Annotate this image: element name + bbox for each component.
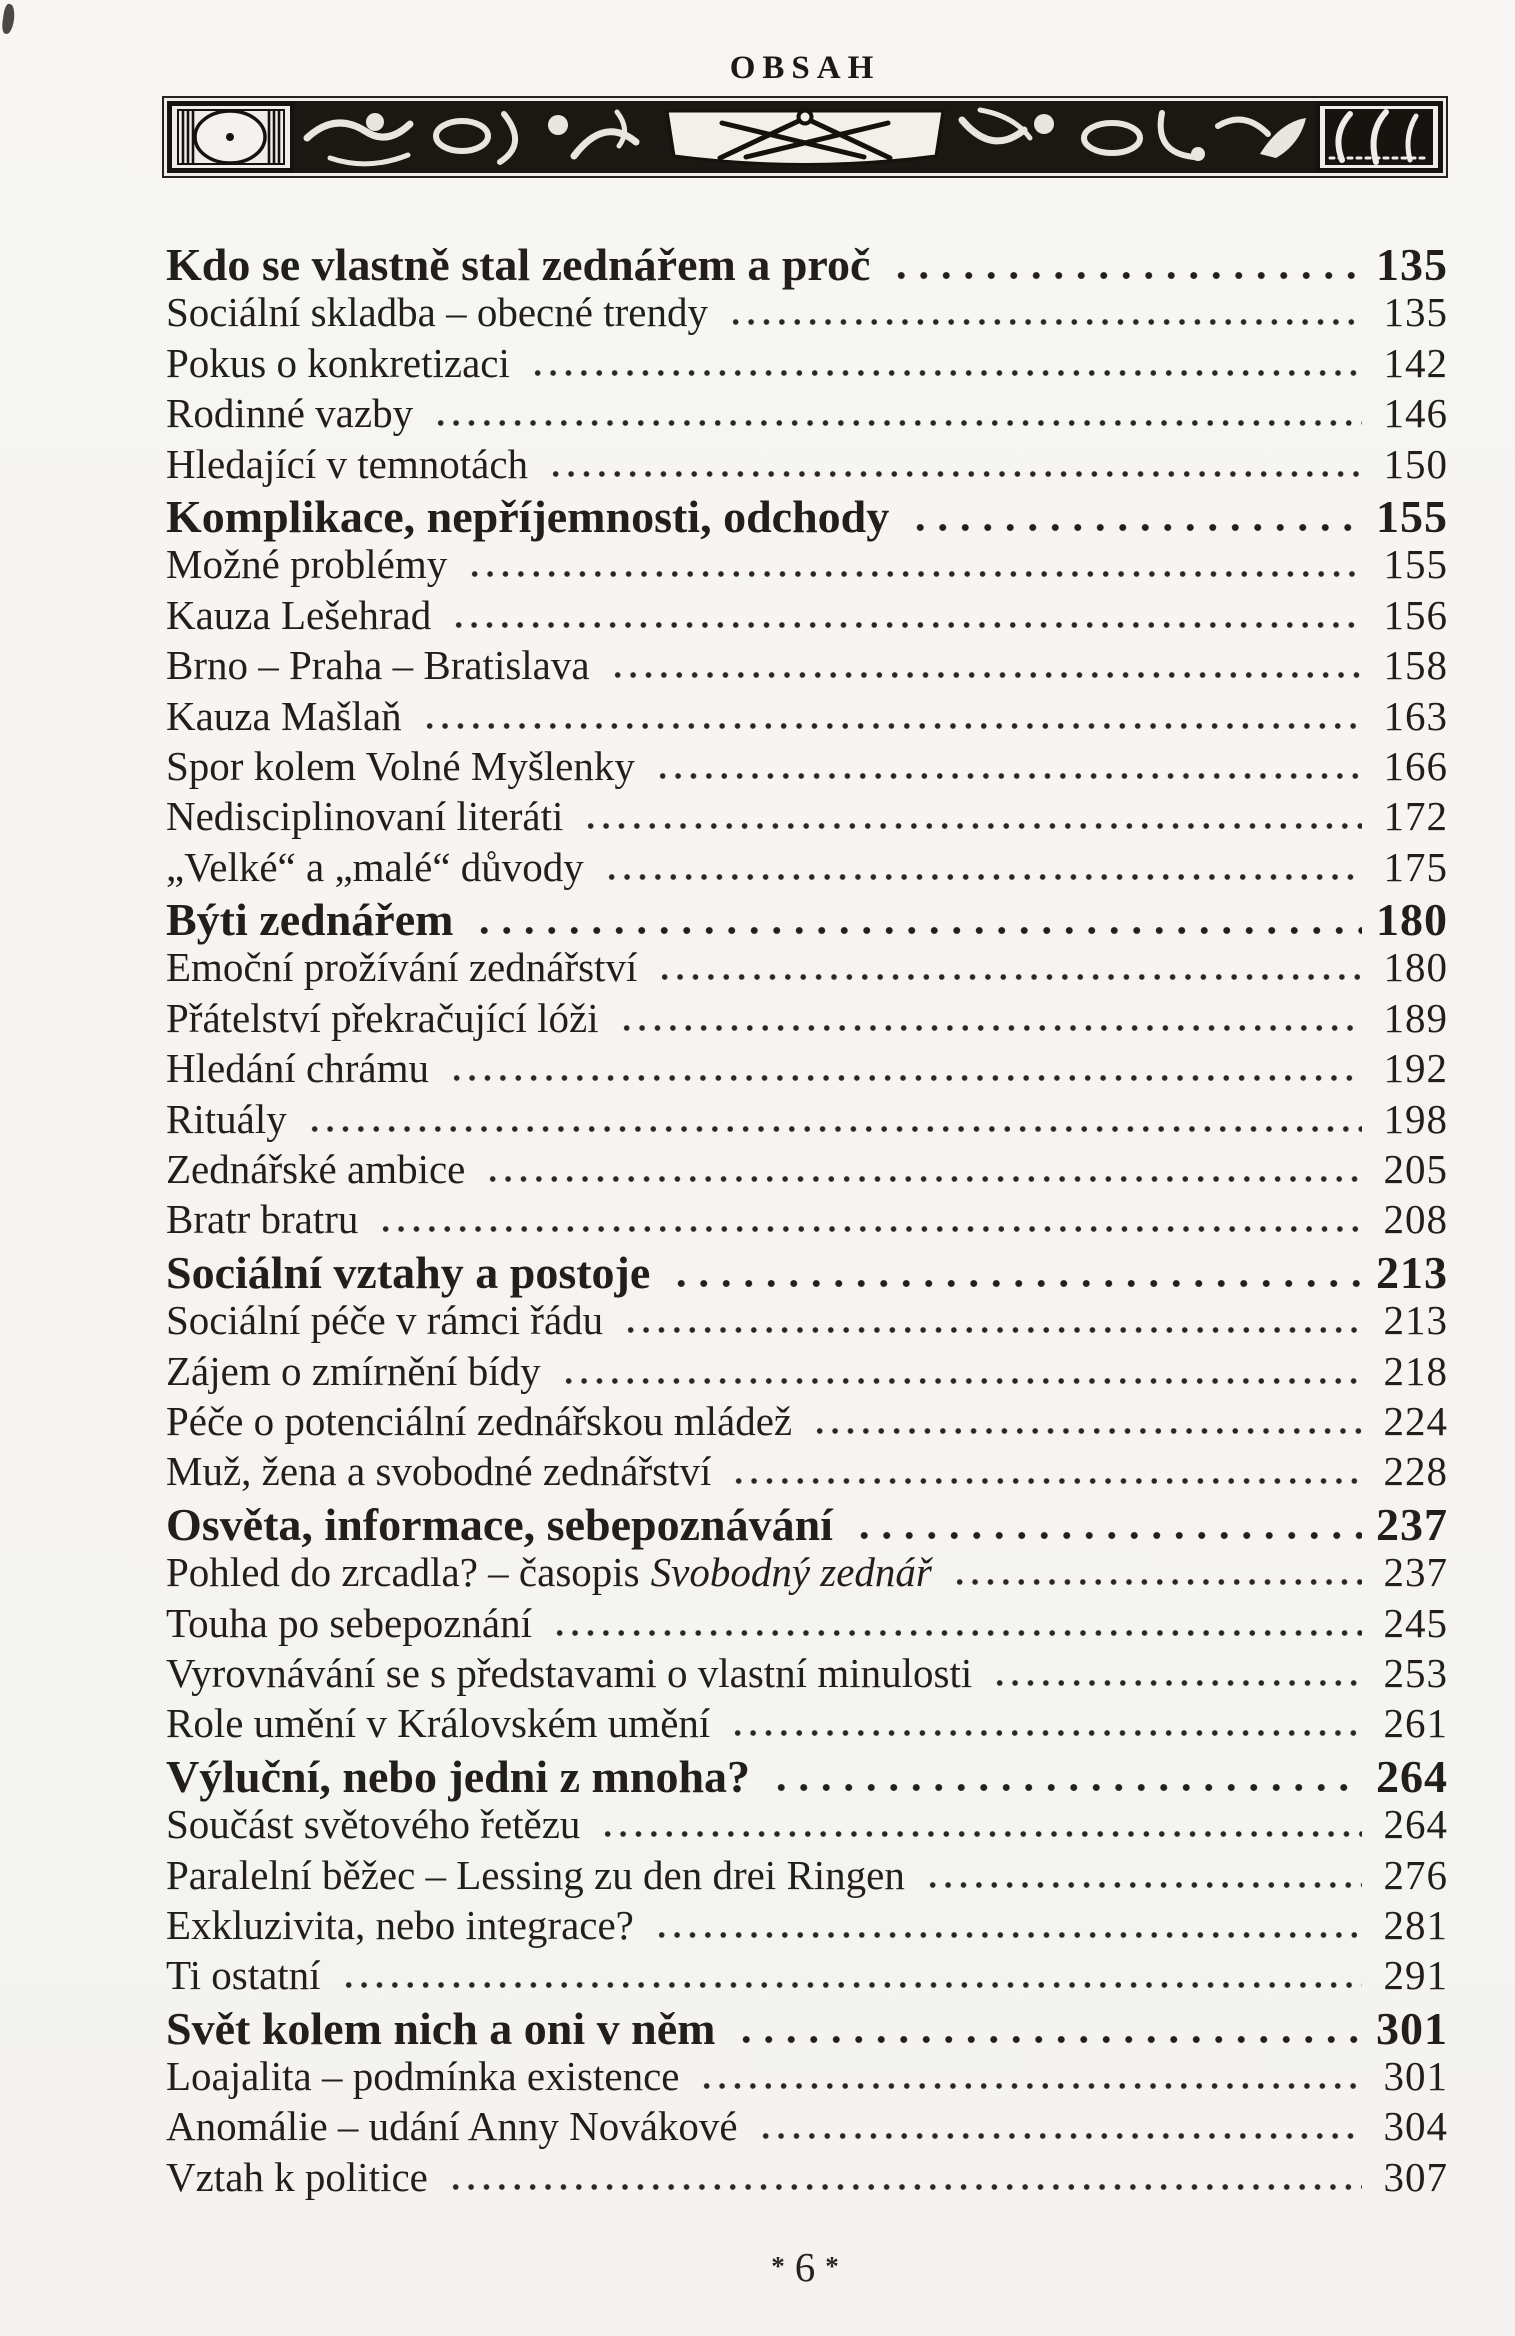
page-title: OBSAH bbox=[729, 50, 881, 86]
masonic-ornament-band-icon bbox=[162, 96, 1448, 178]
toc-entry-page-number: 155 bbox=[1383, 541, 1448, 588]
toc-entry-page-number: 166 bbox=[1383, 742, 1448, 789]
toc-entry-title: Anomálie – udání Anny Novákové bbox=[166, 2103, 738, 2150]
toc-entry-title: Býti zednářem bbox=[166, 894, 454, 946]
dot-leader bbox=[731, 2033, 1362, 2044]
toc-entry-page-number: 224 bbox=[1383, 1397, 1448, 1444]
toc-entry-page-number: 304 bbox=[1383, 2103, 1448, 2150]
toc-entry-title: Kauza Mašlaň bbox=[166, 692, 402, 739]
dot-leader bbox=[666, 1277, 1362, 1288]
toc-entry-title: Bratr bratru bbox=[166, 1196, 359, 1243]
toc-entry-page-number: 301 bbox=[1376, 2002, 1448, 2054]
toc-entry-page-number: 213 bbox=[1376, 1246, 1448, 1298]
toc-entry bbox=[166, 1953, 1448, 2003]
toc-entry bbox=[166, 1248, 1448, 1298]
toc-entry bbox=[166, 2104, 1448, 2154]
toc-entry-page-number: 261 bbox=[1383, 1700, 1448, 1747]
toc-entry bbox=[166, 845, 1448, 895]
page-footer bbox=[162, 2243, 1448, 2291]
toc-entry-page-number: 146 bbox=[1383, 390, 1448, 437]
toc-entry-title: Touha po sebepoznání bbox=[166, 1599, 533, 1646]
toc-entry-page-number: 205 bbox=[1383, 1146, 1448, 1193]
toc-entry bbox=[166, 643, 1448, 693]
dot-leader bbox=[600, 871, 1362, 881]
toc-entry-page-number: 135 bbox=[1376, 239, 1448, 290]
toc-entry-page-number: 264 bbox=[1383, 1801, 1448, 1848]
toc-entry-title: Paralelní běžec – Lessing zu den drei Ringen bbox=[166, 1851, 905, 1898]
toc-list bbox=[166, 240, 1448, 2205]
toc-entry bbox=[166, 1500, 1448, 1550]
toc-entry-title: Nedisciplinovaní literáti bbox=[166, 793, 564, 840]
toc-entry bbox=[166, 442, 1448, 492]
dot-leader bbox=[849, 1529, 1362, 1540]
dot-leader bbox=[429, 417, 1362, 427]
dot-leader bbox=[481, 1173, 1362, 1183]
dot-leader bbox=[337, 1979, 1362, 1989]
toc-entry bbox=[166, 1550, 1448, 1600]
toc-entry-title: Brno – Praha – Bratislava bbox=[166, 642, 590, 689]
toc-entry-title: Pokus o konkretizaci bbox=[166, 339, 510, 386]
toc-entry-title: Rodinné vazby bbox=[166, 390, 414, 437]
toc-entry bbox=[166, 240, 1448, 290]
toc-entry bbox=[166, 1802, 1448, 1852]
toc-entry-page-number: 156 bbox=[1383, 591, 1448, 638]
toc-entry-title: Kdo se vlastně stal zednářem a proč bbox=[166, 239, 871, 290]
toc-entry bbox=[166, 1197, 1448, 1247]
toc-entry-page-number: 175 bbox=[1383, 843, 1448, 890]
dot-leader bbox=[615, 1022, 1362, 1032]
toc-entry-page-number: 192 bbox=[1383, 1045, 1448, 1092]
toc-entry-page-number: 237 bbox=[1383, 1549, 1448, 1596]
toc-entry-title: Přátelství překračující lóži bbox=[166, 994, 599, 1041]
dot-leader bbox=[548, 1627, 1362, 1637]
toc-entry-title: Možné problémy bbox=[166, 541, 448, 588]
toc-entry-title: Součást světového řetězu bbox=[166, 1801, 581, 1848]
toc-entry-title: Kauza Lešehrad bbox=[166, 591, 432, 638]
footer-asterisk-right: * bbox=[825, 2251, 839, 2281]
woodcut-end-panel-icon bbox=[1318, 104, 1440, 170]
toc-entry-title: Vyrovnávání se s představami o vlastní minulosti bbox=[166, 1649, 973, 1696]
toc-entry-page-number: 253 bbox=[1383, 1649, 1448, 1696]
toc-entry-title: Pohled do zrcadla? – časopis bbox=[166, 1549, 640, 1596]
toc-entry-title: Spor kolem Volné Myšlenky bbox=[166, 742, 635, 789]
toc-entry-title: Komplikace, nepříjemnosti, odchody bbox=[166, 490, 890, 542]
toc-entry bbox=[166, 794, 1448, 844]
toc-entry bbox=[166, 1701, 1448, 1751]
toc-entry-title: Sociální skladba – obecné trendy bbox=[166, 289, 708, 336]
toc-entry-page-number: 155 bbox=[1376, 490, 1448, 542]
toc-entry-title: Ti ostatní bbox=[166, 1952, 321, 1999]
footer-asterisk-left: * bbox=[771, 2251, 785, 2281]
toc-entry bbox=[166, 1046, 1448, 1096]
dot-leader bbox=[808, 1425, 1362, 1435]
toc-entry bbox=[166, 744, 1448, 794]
dot-leader bbox=[766, 1781, 1362, 1792]
oval-medallion-icon bbox=[170, 104, 292, 170]
toc-entry-page-number: 189 bbox=[1383, 994, 1448, 1041]
dot-leader bbox=[724, 316, 1362, 326]
toc-entry-page-number: 218 bbox=[1383, 1347, 1448, 1394]
toc-entry bbox=[166, 492, 1448, 542]
toc-entry bbox=[166, 1651, 1448, 1701]
toc-entry-page-number: 198 bbox=[1383, 1095, 1448, 1142]
toc-entry-title: Loajalita – podmínka existence bbox=[166, 2053, 680, 2100]
toc-entry bbox=[166, 593, 1448, 643]
dot-leader bbox=[544, 468, 1362, 478]
dot-leader bbox=[905, 521, 1362, 532]
dot-leader bbox=[619, 1324, 1362, 1334]
dot-leader bbox=[886, 269, 1362, 280]
toc-entry-page-number: 301 bbox=[1383, 2053, 1448, 2100]
dot-leader bbox=[653, 971, 1362, 981]
toc-entry-title: Sociální péče v rámci řádu bbox=[166, 1297, 604, 1344]
toc-entry bbox=[166, 391, 1448, 441]
toc-entry-page-number: 142 bbox=[1383, 339, 1448, 386]
dot-leader bbox=[374, 1223, 1362, 1233]
toc-entry-title: Exkluzivita, nebo integrace? bbox=[166, 1901, 634, 1948]
dot-leader bbox=[303, 1123, 1362, 1133]
dot-leader bbox=[695, 2080, 1362, 2090]
toc-entry-page-number: 245 bbox=[1383, 1599, 1448, 1646]
toc-entry-title: Sociální vztahy a postoje bbox=[166, 1246, 651, 1298]
dot-leader bbox=[921, 1879, 1362, 1889]
dot-leader bbox=[579, 820, 1362, 830]
dot-leader bbox=[447, 619, 1362, 629]
toc-entry bbox=[166, 1298, 1448, 1348]
dot-leader bbox=[726, 1727, 1362, 1737]
toc-entry-page-number: 281 bbox=[1383, 1901, 1448, 1948]
footer-page-number: 6 bbox=[794, 2244, 816, 2290]
toc-entry-title: Hledající v temnotách bbox=[166, 440, 529, 487]
toc-entry-title: Muž, žena a svobodné zednářství bbox=[166, 1448, 712, 1495]
toc-entry-page-number: 180 bbox=[1383, 944, 1448, 991]
dot-leader bbox=[650, 1929, 1362, 1939]
dot-leader bbox=[444, 2181, 1362, 2191]
toc-entry-page-number: 213 bbox=[1383, 1297, 1448, 1344]
toc-entry bbox=[166, 290, 1448, 340]
dot-leader bbox=[948, 1576, 1362, 1586]
toc-entry-title: „Velké“ a „malé“ důvody bbox=[166, 843, 584, 890]
square-and-compass-icon bbox=[667, 111, 943, 165]
dot-leader bbox=[526, 367, 1362, 377]
toc-entry-page-number: 150 bbox=[1383, 440, 1448, 487]
toc-entry bbox=[166, 895, 1448, 945]
toc-entry-page-number: 228 bbox=[1383, 1448, 1448, 1495]
toc-entry-title: Výluční, nebo jedni z mnoha? bbox=[166, 1750, 751, 1802]
toc-entry-title: Zájem o zmírnění bídy bbox=[166, 1347, 541, 1394]
toc-entry bbox=[166, 542, 1448, 592]
toc-entry-title: Zednářské ambice bbox=[166, 1146, 466, 1193]
toc-entry-title: Péče o potenciální zednářskou mládež bbox=[166, 1397, 793, 1444]
dot-leader bbox=[445, 1072, 1362, 1082]
toc-entry-page-number: 163 bbox=[1383, 692, 1448, 739]
toc-entry bbox=[166, 2004, 1448, 2054]
toc-entry-title: Osvěta, informace, sebepoznávání bbox=[166, 1498, 833, 1550]
toc-entry-title: Vztah k politice bbox=[166, 2153, 428, 2200]
toc-entry-title: Emoční prožívání zednářství bbox=[166, 944, 638, 991]
dot-leader bbox=[469, 924, 1362, 935]
toc-entry-page-number: 276 bbox=[1383, 1851, 1448, 1898]
dot-leader bbox=[754, 2130, 1362, 2140]
toc-entry-page-number: 307 bbox=[1383, 2153, 1448, 2200]
toc-entry-title-italic: Svobodný zednář bbox=[650, 1549, 932, 1596]
toc-entry bbox=[166, 996, 1448, 1046]
scan-artifact-smudge bbox=[1, 3, 16, 34]
toc-entry-title: Hledání chrámu bbox=[166, 1045, 429, 1092]
toc-entry bbox=[166, 2054, 1448, 2104]
toc-entry-page-number: 135 bbox=[1383, 289, 1448, 336]
toc-entry bbox=[166, 1097, 1448, 1147]
toc-entry-title: Role umění v Královském umění bbox=[166, 1700, 711, 1747]
toc-entry-page-number: 172 bbox=[1383, 793, 1448, 840]
toc-entry bbox=[166, 694, 1448, 744]
toc-entry bbox=[166, 1601, 1448, 1651]
toc-entry-page-number: 264 bbox=[1376, 1750, 1448, 1802]
toc-entry bbox=[166, 1853, 1448, 1903]
toc-entry bbox=[166, 1903, 1448, 1953]
toc-entry bbox=[166, 2155, 1448, 2205]
dot-leader bbox=[596, 1828, 1362, 1838]
dot-leader bbox=[651, 770, 1362, 780]
toc-entry-title: Rituály bbox=[166, 1095, 287, 1142]
toc-entry bbox=[166, 341, 1448, 391]
toc-entry-page-number: 180 bbox=[1376, 894, 1448, 946]
toc-entry bbox=[166, 1752, 1448, 1802]
dot-leader bbox=[727, 1475, 1362, 1485]
toc-entry bbox=[166, 1147, 1448, 1197]
toc-entry-page-number: 237 bbox=[1376, 1498, 1448, 1550]
dot-leader bbox=[606, 669, 1362, 679]
toc-entry-page-number: 208 bbox=[1383, 1196, 1448, 1243]
dot-leader bbox=[463, 568, 1362, 578]
dot-leader bbox=[557, 1375, 1362, 1385]
toc-entry-title: Svět kolem nich a oni v něm bbox=[166, 2002, 716, 2054]
toc-entry bbox=[166, 1399, 1448, 1449]
toc-entry bbox=[166, 945, 1448, 995]
toc-entry bbox=[166, 1449, 1448, 1499]
toc-entry bbox=[166, 1349, 1448, 1399]
toc-entry-page-number: 158 bbox=[1383, 642, 1448, 689]
dot-leader bbox=[418, 720, 1362, 730]
dot-leader bbox=[988, 1677, 1362, 1687]
toc-entry-page-number: 291 bbox=[1383, 1952, 1448, 1999]
